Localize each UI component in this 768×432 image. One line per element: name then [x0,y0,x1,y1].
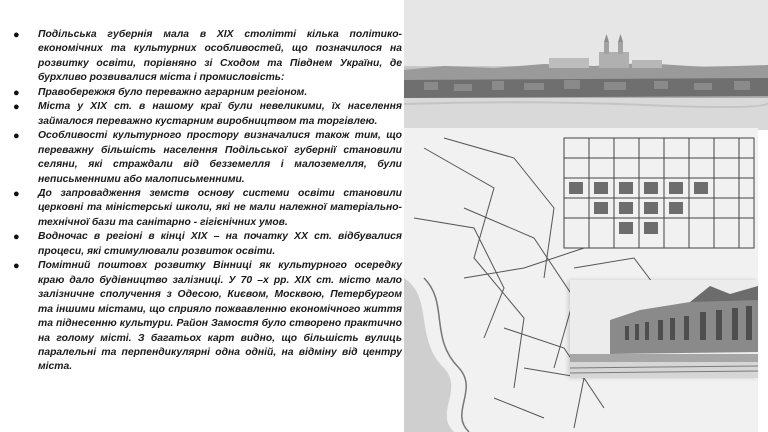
town-panorama-illustration [404,0,768,130]
bullet-icon: ● [13,231,20,244]
bullet-icon: ● [13,101,20,114]
bullet-list [10,28,402,375]
bullet-item [10,230,402,259]
bullet-icon: ● [13,130,20,143]
bullet-text: До запровадження земств основу системи освіти становили церковні та міністерські школи, які не мали належної матеріально-технічної бази та санітарно - гігієнічних умов. [38,187,402,228]
bullet-text-block [10,28,402,375]
bullet-icon: ● [13,187,20,200]
railway-station-photo [570,280,758,378]
railway-station-illustration [570,280,758,378]
town-panorama-photo [404,0,768,130]
bullet-text: Особливості культурного простору визначалися також тим, що переважну більшість населення Подільської губернії становили селяни, які страждали від безземелля і малоземелля, були неписьменними або малописьменними. [38,130,402,185]
bullet-item [10,100,402,129]
bullet-icon: ● [13,86,20,99]
bullet-icon: ● [13,29,20,41]
bullet-text: Водночас в регіоні в кінці ХІХ – на початку ХХ ст. відбувалися процеси, які стимулювали розвиток освіти. [38,231,402,257]
bullet-text: Міста у ХІХ ст. в нашому краї були невеликими, їх населення займалося переважно кустарним виробництвом та торгівлею. [38,101,402,127]
bullet-item [10,259,402,375]
bullet-icon: ● [13,260,20,273]
bullet-item [10,187,402,230]
bullet-text: Правобережжя було переважно аграрним регіоном. [38,86,308,98]
bullet-item [10,86,402,100]
bullet-text: Помітний поштовх розвитку Вінниці як культурного осередку краю дало будівництво залізниці. У 70 –х рр. ХІХ ст. місто мало залізничне сполучення з Одесою, Києвом, Москвою, Петербургом та іншими містами, що сприяло пожвавленню економічного життя та піднесенню культури. Район Замостя було створено практично на голому місті. З багатьох карт видно, що більшість вулиць паралельні та перпендикулярні одна одній, на відміну від центру міста. [38,260,402,373]
bullet-item [10,28,402,86]
bullet-item [10,129,402,187]
bullet-text: Подільська губернія мала в ХІХ столітті кілька політико-економічних та культурних особливостей, що позначилося на розвитку освіти, порівняно зі Сходом та Півднем України, де бурхливо розвивалися міста і промисловість: [38,29,402,84]
